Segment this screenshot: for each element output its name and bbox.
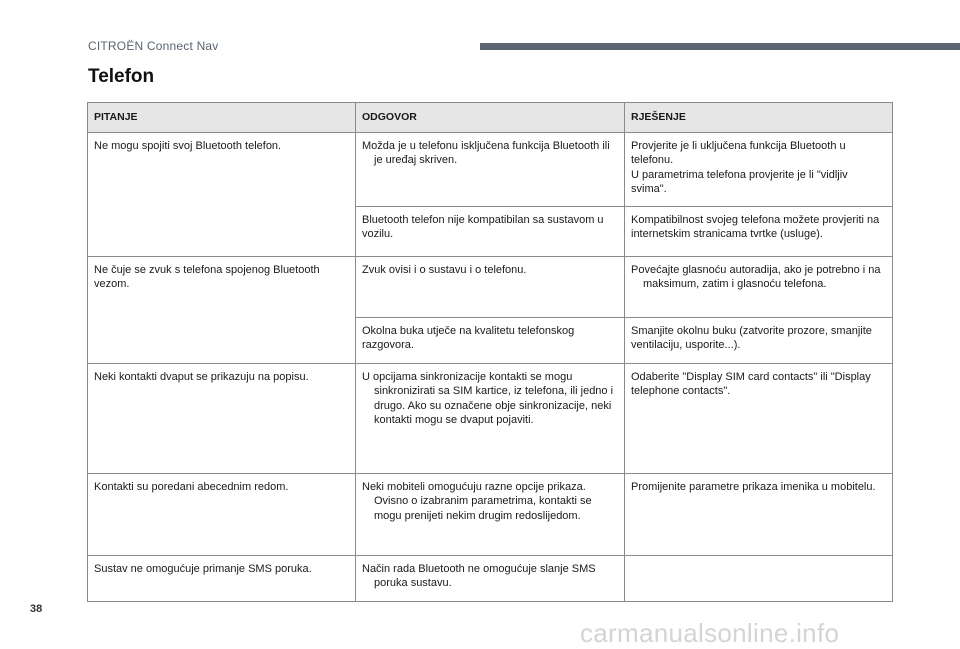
- solution-text: Povećajte glasnoću autoradija, ako je potrebno i na maksimum, zatim i glasnoću telefona.: [631, 263, 881, 290]
- table-row: [88, 363, 893, 473]
- solution-cell: [625, 206, 893, 256]
- answer-text: U opcijama sinkronizacije kontakti se mogu sinkronizirati sa SIM kartice, iz telefona, ili jedno i drugo. Ako su označene obje sinkronizacije, neki kontakti mogu se dvaput pojaviti.: [362, 370, 614, 426]
- answer-text: Okolna buka utječe na kvalitetu telefonskog razgovora.: [362, 324, 575, 351]
- answer-cell: [356, 473, 625, 555]
- table-row: [88, 256, 893, 317]
- column-header-solution: RJEŠENJE: [625, 103, 893, 133]
- table-row: [88, 555, 893, 601]
- answer-text: Bluetooth telefon nije kompatibilan sa sustavom u vozilu.: [362, 213, 604, 240]
- solution-text: Kompatibilnost svojeg telefona možete provjeriti na internetskim stranicama tvrtke (usluge).: [631, 213, 880, 240]
- solution-text: Odaberite "Display SIM card contacts" ili "Display telephone contacts".: [631, 370, 871, 397]
- table-row: [88, 132, 893, 206]
- question-cell: Sustav ne omogućuje primanje SMS poruka.: [88, 555, 356, 601]
- table-row: [88, 473, 893, 555]
- question-cell: Ne mogu spojiti svoj Bluetooth telefon.: [88, 132, 356, 256]
- header-bar: [480, 43, 960, 50]
- question-cell: Neki kontakti dvaput se prikazuju na popisu.: [88, 363, 356, 473]
- column-header-answer: ODGOVOR: [356, 103, 625, 133]
- answer-cell: [356, 317, 625, 363]
- solution-cell: [625, 555, 893, 601]
- answer-text: Neki mobiteli omogućuju razne opcije prikaza. Ovisno o izabranim parametrima, kontakti se mogu prenijeti nekim drugim redoslijedom.: [362, 480, 592, 522]
- question-cell: Ne čuje se zvuk s telefona spojenog Bluetooth vezom.: [88, 256, 356, 363]
- solution-cell: [625, 132, 893, 206]
- solution-cell: [625, 256, 893, 317]
- answer-cell: [356, 555, 625, 601]
- solution-text: Provjerite je li uključena funkcija Bluetooth u telefonu. U parametrima telefona provjerite je li "vidljiv svima".: [631, 139, 848, 195]
- answer-text: Možda je u telefonu isključena funkcija Bluetooth ili je uređaj skriven.: [362, 139, 610, 166]
- answer-cell: [356, 132, 625, 206]
- solution-cell: [625, 363, 893, 473]
- question-cell: Kontakti su poredani abecednim redom.: [88, 473, 356, 555]
- answer-text: Zvuk ovisi i o sustavu i o telefonu.: [362, 263, 527, 276]
- solution-text: Smanjite okolnu buku (zatvorite prozore, smanjite ventilaciju, usporite...).: [631, 324, 872, 351]
- table-header-row: [88, 103, 893, 133]
- page-title: Telefon: [88, 66, 155, 87]
- faq-table: [87, 102, 893, 602]
- solution-cell: [625, 473, 893, 555]
- answer-cell: [356, 256, 625, 317]
- watermark-text: carmanualsonline.info: [580, 618, 840, 648]
- answer-text: Način rada Bluetooth ne omogućuje slanje SMS poruka sustavu.: [362, 562, 596, 589]
- column-header-question: PITANJE: [88, 103, 356, 133]
- manual-header-label: CITROËN Connect Nav: [88, 39, 219, 53]
- answer-cell: [356, 206, 625, 256]
- page-number: 38: [30, 603, 43, 615]
- solution-text: Promijenite parametre prikaza imenika u mobitelu.: [631, 480, 876, 493]
- solution-cell: [625, 317, 893, 363]
- answer-cell: [356, 363, 625, 473]
